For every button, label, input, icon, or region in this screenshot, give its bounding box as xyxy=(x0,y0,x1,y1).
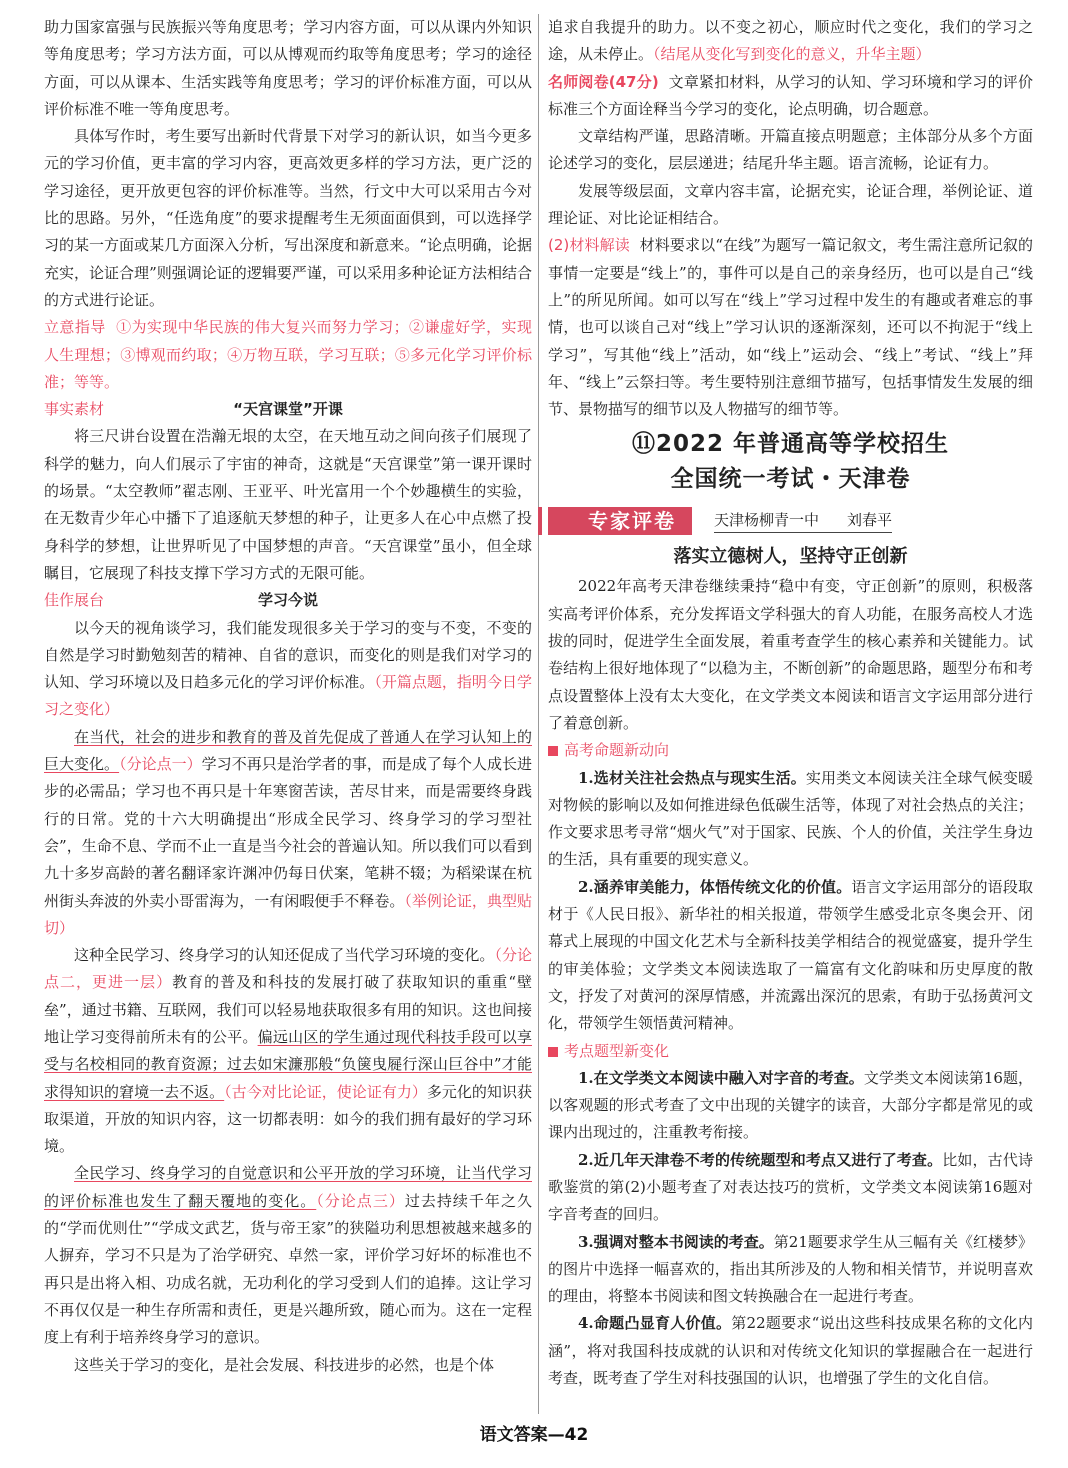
fact-material-title: “天宫课堂”开课 xyxy=(233,400,343,419)
intro-paragraph: 2022年高考天津卷继续秉持“稳中有变，守正创新”的原则，积极落实高考评价体系，充分发挥语文学科强大的育人功能，在服务高校人才选拔的同时，促进学生全面发展，着重考查学生的核心素养和关键能力。试卷结构上很好地体现了“以稳为主，不断创新”的命题思路，题型分布和考点设置整体上没有太大变化，在文学类文本阅读和语言文字运用部分进行了着意创新。 xyxy=(548,577,1033,732)
expert-review-label: 专家评卷 xyxy=(588,509,676,534)
comment-note: （举例论证，典型贴切） xyxy=(44,891,532,937)
list-item: 1.在文学类文本阅读中融入对字音的考查。文学类文本阅读第16题，以客观题的形式考查了文中出现的关键字的读音，大部分字都是常见的或课内出现过的，注重教考衔接。 xyxy=(548,1068,1033,1142)
author-name: 刘春平 xyxy=(847,511,893,530)
expert-review-bar xyxy=(548,503,1033,539)
list-item: 4.命题凸显育人价值。第22题要求“说出这些科技成果名称的文化内涵”，将对我国科技成就的认识和对传统文化知识的掌握融合在一起进行考查，既考查了学生对科技强国的认识，也增强了学生的文化自信。 xyxy=(548,1314,1033,1388)
comment-note: （分论点三） xyxy=(316,1191,405,1210)
essay-paragraph: 追求自我提升的助力。以不变之初心，顺应时代之变化，我们的学习之途，从未停止。（结尾从变化写到变化的意义，升华主题） xyxy=(548,18,1033,64)
teacher-review: 发展等级层面，文章内容丰富，论据充实，论证合理，举例论证、道理论证、对比论证相结合。 xyxy=(548,181,1033,228)
comment-note: （开篇点题，指明今日学习之变化） xyxy=(44,673,532,719)
essay-paragraph: 全民学习、终身学习的自觉意识和公平开放的学习环境，让当代学习的评价标准也发生了翻天覆地的变化。（分论点三）过去持续千年之久的“学而优则仕”“学成文武艺，货与帝王家”的狭隘功利思想被越来越多的人摒弃，学习不只是为了治学研究、卓然一家，评价学习好坏的标准也不再只是出将入相、功成名就，无功利化的学习受到人们的追捧。这让学习不再仅仅是一种生存所需和责任，更是兴趣所致，随心而为。这在一定程度上有利于培养终身学习的意识。 xyxy=(44,1164,532,1347)
essay-title: 学习今说 xyxy=(257,591,318,610)
expert-review-badge xyxy=(548,507,692,535)
essay-paragraph: 这种全民学习、终身学习的认知还促成了当代学习环境的变化。（分论点二，更进一层）教育的普及和科技的发展打破了获取知识的重重“壁垒”，通过书籍、互联网，我们可以轻易地获取很多有用的知识。这也间接地让学习变得前所未有的公平。偏远山区的学生通过现代科技手段可以享受与名校相同的教育资源；过去如宋濂那般“负箧曳屣行深山巨谷中”才能求得知识的窘境一去不返。（古今对比论证，使论证有力）多元化的知识获取渠道，开放的知识内容，这一切都表明：如今的我们拥有最好的学习环境。 xyxy=(44,946,532,1156)
fact-material-label: 事实素材 xyxy=(44,400,105,419)
page-footer: 语文答案—42 xyxy=(479,1425,589,1445)
section-heading: 考点题型新变化 xyxy=(548,1038,1033,1065)
list-item: 2.涵养审美能力，体悟传统文化的价值。语言文字运用部分的语段取材于《人民日报》、新华社的相关报道，带领学生感受北京冬奥会开、闭幕式上展现的中国文化艺术与全新科技美学相结合的视觉盛宴，提升学生的审美体验；文学类文本阅读选取了一篇富有文化韵味和历史厚度的散文，抒发了对黄河的深厚情感，并流露出深沉的思索，有助于弘扬黄河文化，带领学生领悟黄河精神。 xyxy=(548,877,1033,1033)
list-item: 3.强调对整本书阅读的考查。第21题要求学生从三幅有关《红楼梦》的图片中选择一幅喜欢的，指出其所涉及的人物和相关情节，并说明喜欢的理由，将整本书阅读和图文转换融合在一起进行考查。 xyxy=(548,1232,1033,1306)
material-reading: (2)材料解读 材料要求以“在线”为题写一篇记叙文，考生需注意所记叙的事情一定要是“线上”的，事件可以是自己的亲身经历，也可以是自己“线上”的所见所闻。如可以写在“线上”学习过程中发生的有趣或者难忘的事情，也可以谈自己对“线上”学习认识的逐渐深刻，还可以不拘泥于“线上学习”，写其他“线上”活动，如“线上”运动会、“线上”考试、“线上”拜年、“线上”云祭扫等。考生要特别注意细节描写，包括事情发生发展的细节、景物描写的细节以及人物描写的细节等。 xyxy=(548,236,1034,419)
essay-showcase-label: 佳作展台 xyxy=(44,591,105,610)
fact-material-header xyxy=(44,396,532,423)
essay-header xyxy=(44,587,532,614)
exam-title-line2: 全国统一考试・天津卷 xyxy=(670,466,911,493)
right-column xyxy=(548,14,1033,1392)
comment-note: （分论点一） xyxy=(119,755,202,774)
comment-note: （分论点二，更进一层） xyxy=(44,946,532,992)
list-item: 2.近几年天津卷不考的传统题型和考点又进行了考查。比如，古代诗歌鉴赏的第(2)小题考查了对表达技巧的赏析，文学类文本阅读第16题对字音考查的回归。 xyxy=(548,1150,1033,1224)
fact-material-text: 将三尺讲台设置在浩瀚无垠的太空，在天地互动之间向孩子们展现了科学的魅力，向人们展示了宇宙的神奇，这就是“天宫课堂”第一课开课时的场景。“太空教师”翟志刚、王亚平、叶光富用一个个妙趣横生的实验，在无数青少年心中播下了追逐航天梦想的种子，让更多人在心中点燃了投身科学的梦想，让世界听见了中国梦想的声音。“天宫课堂”虽小，但全球瞩目，它展现了科技支撑下学习方式的无限可能。 xyxy=(44,427,532,582)
author-school: 天津杨柳青一中 xyxy=(714,511,820,530)
paragraph: 助力国家富强与民族振兴等角度思考；学习内容方面，可以从课内外知识等角度思考；学习方法方面，可以从博观而约取等角度思考；学习的途径方面，可以从课本、生活实践等角度思考；学习的评价标准方面，可以从评价标准不唯一等角度思考。 xyxy=(44,18,532,118)
column-divider xyxy=(538,14,539,1414)
exam-title-line1: ⑪2022 年普通高等学校招生 xyxy=(631,431,950,458)
essay-paragraph: 以今天的视角谈学习，我们能发现很多关于学习的变与不变，不变的自然是学习时勤勉刻苦的精神、自省的意识，而变化的则是我们对学习的认知、学习环境以及日趋多元化的学习评价标准。（开篇点题，指明今日学习之变化） xyxy=(44,618,532,719)
theme-guidance-text: ①为实现中华民族的伟大复兴而努力学习；②谦虚好学，实现人生理想；③博观而约取；④万物互联，学习互联；⑤多元化学习评价标准；等等。 xyxy=(44,318,532,391)
section-heading: 高考命题新动向 xyxy=(548,737,1033,764)
list-item: 1.选材关注社会热点与现实生活。实用类文本阅读关注全球气候变暖对物候的影响以及如何推进绿色低碳生活等，体现了对社会热点的关注；作文要求思考寻常“烟火气”对于国家、民族、个人的价值，关注学生身边的生活，具有重要的现实意义。 xyxy=(548,768,1033,869)
teacher-review-label: 名师阅卷(47分) xyxy=(548,72,659,91)
review-subtitle: 落实立德树人，坚持守正创新 xyxy=(673,546,908,568)
paragraph: 具体写作时，考生要写出新时代背景下对学习的新认识，如当今更多元的学习价值，更丰富的学习内容，更高效更多样的学习方法，更广泛的学习途径，更开放更包容的评价标准等。当然，行文中大可以采用古今对比的思路。另外，“任选角度”的要求提醒考生无须面面俱到，可以选择学习的某一方面或某几方面深入分析，写出深度和新意来。“论点明确，论据充实，论证合理”则强调论证的逻辑要严谨，可以采用多种论证方法相结合的方式进行论证。 xyxy=(44,127,532,309)
essay-paragraph: 在当代，社会的进步和教育的普及首先促成了普通人在学习认知上的巨大变化。（分论点一）学习不再只是治学者的事，而是成了每个人成长进步的必需品；学习也不再只是十年寒窗苦读，苦尽甘来，而是需要终身践行的日常。党的十六大明确提出“形成全民学习、终身学习的学习型社会”，生命不息、学而不止一直是当今社会的普遍认知。所以我们可以看到九十多岁高龄的著名翻译家许渊冲仍每日伏案，笔耕不辍；为稻梁谋在杭州街头奔波的外卖小哥雷海为，一有闲暇便手不释卷。（举例论证，典型贴切） xyxy=(44,727,532,937)
essay-paragraph: 这些关于学习的变化，是社会发展、科技进步的必然，也是个体 xyxy=(74,1355,495,1374)
teacher-review: 文章结构严谨，思路清晰。开篇直接点明题意；主体部分从多个方面论述学习的变化，层层递进；结尾升华主题。语言流畅，论证有力。 xyxy=(548,127,1033,173)
comment-note: （结尾从变化写到变化的意义，升华主题） xyxy=(653,45,931,64)
left-column xyxy=(44,14,532,1379)
theme-guidance-label: 立意指导 xyxy=(44,318,106,337)
teacher-review: 名师阅卷(47分) 文章紧扣材料，从学习的认知、学习环境和学习的评价标准三个方面诠释当今学习的变化，论点明确，切合题意。 xyxy=(548,72,1033,118)
author-line xyxy=(714,509,892,533)
theme-guidance xyxy=(44,314,532,396)
material-reading-label: (2)材料解读 xyxy=(548,236,630,255)
comment-note: （古今对比论证，使论证有力） xyxy=(224,1082,427,1101)
